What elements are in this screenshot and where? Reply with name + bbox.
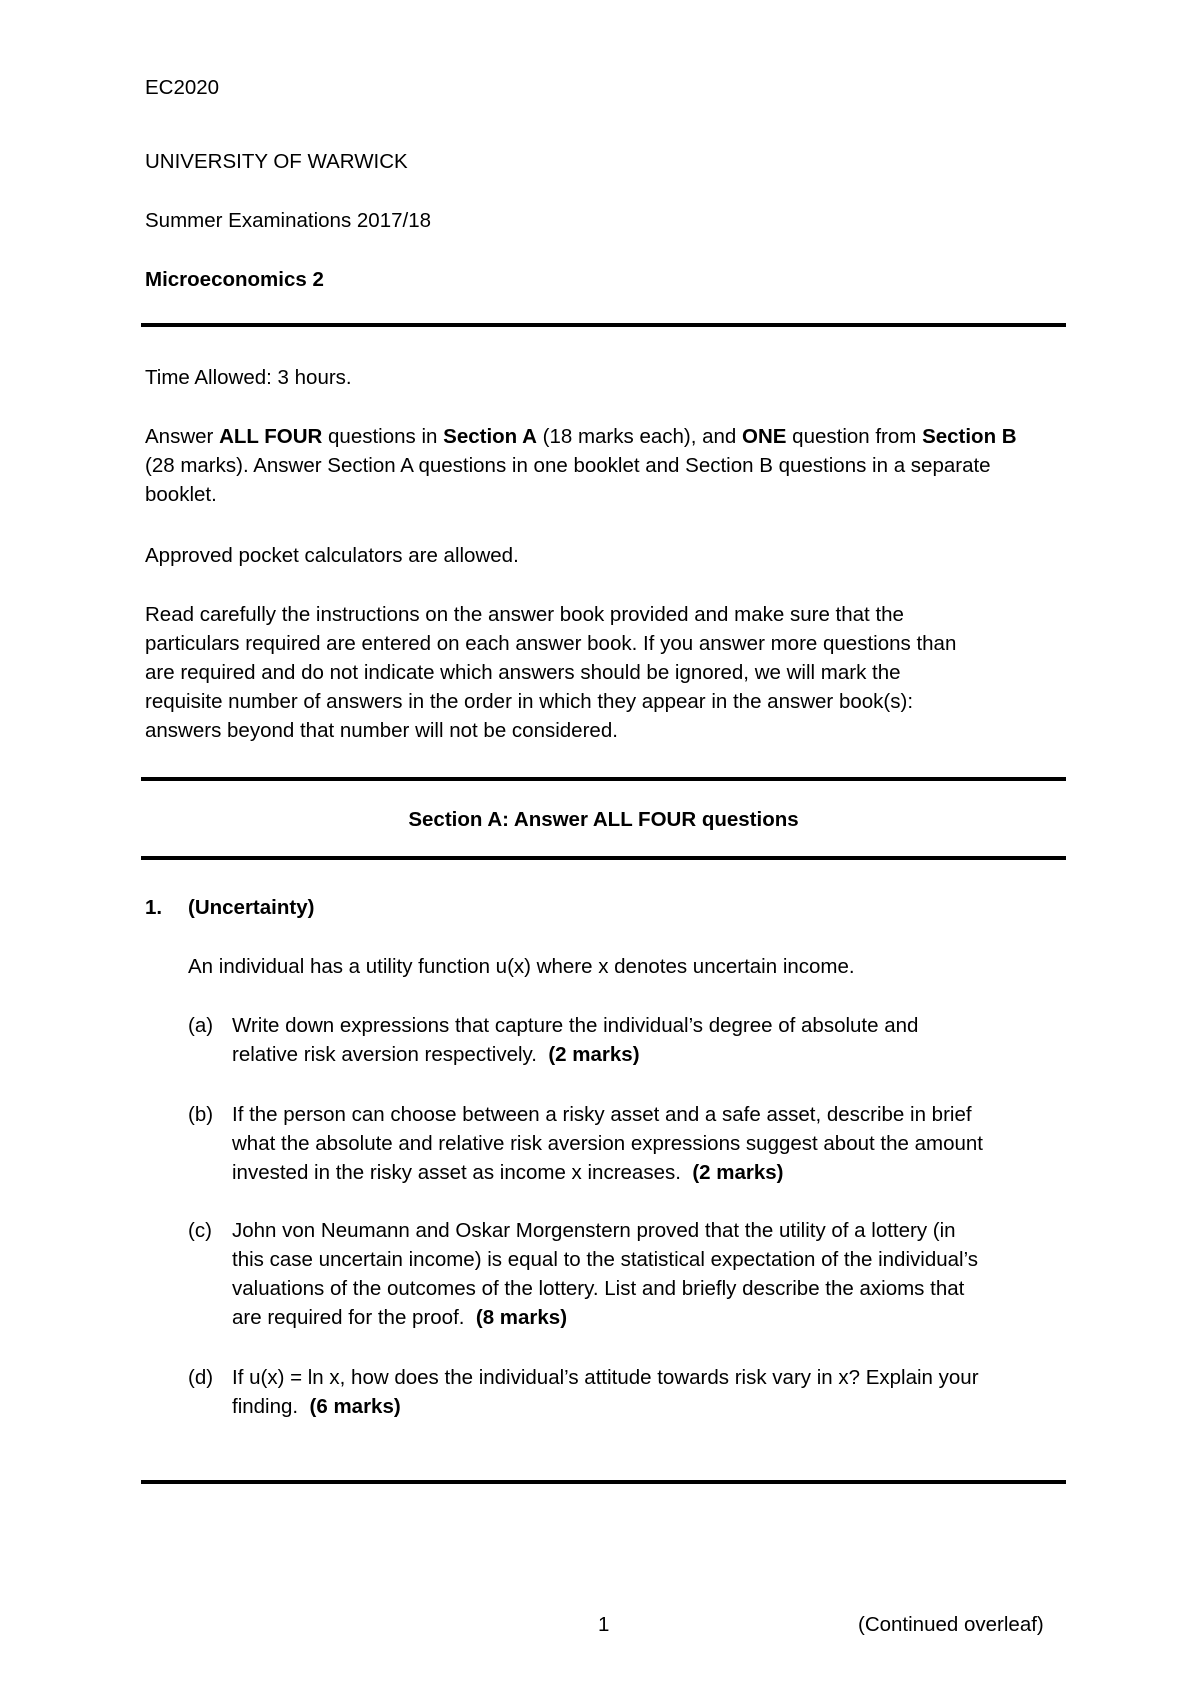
continued-overleaf: (Continued overleaf)	[858, 1613, 1044, 1636]
part-b-label: (b)	[188, 1103, 214, 1126]
divider-bottom	[141, 1480, 1066, 1484]
part-c-text: John von Neumann and Oskar Morgenstern proved that the utility of a lottery (in this case uncertain income) is equal to the statistical expectation of the individual’s valuations of the outcomes of the lottery. List and briefly describe the axioms that are required for the proof. (8 marks)	[232, 1219, 979, 1329]
part-c-marks: (8 marks)	[475, 1306, 568, 1329]
exam-session: Summer Examinations 2017/18	[145, 209, 432, 232]
calculators-note: Approved pocket calculators are allowed.	[145, 544, 519, 567]
answer-instructions	[145, 422, 1017, 509]
question-number: 1.	[145, 896, 163, 919]
read-carefully-paragraph: Read carefully the instructions on the answer book provided and make sure that the particulars required are entered on each answer book. If you answer more questions than are required and do not indicate which answers should be ignored, we will mark the requisite number of answers in the order in which they appear in the answer book(s): answers beyond that number will not be considered.	[145, 603, 957, 742]
part-d-marks: (6 marks)	[309, 1395, 401, 1418]
divider-section-bottom	[141, 856, 1066, 860]
answer-line-2: (28 marks). Answer Section A questions in one booklet and Section B questions in a separate	[145, 454, 991, 477]
university-name: UNIVERSITY OF WARWICK	[145, 150, 408, 173]
part-a-text: Write down expressions that capture the individual’s degree of absolute and relative risk aversion respectively. (2 marks)	[232, 1014, 919, 1066]
part-d-text: If u(x) = ln x, how does the individual’s attitude towards risk vary in x? Explain your finding. (6 marks)	[232, 1366, 979, 1418]
question-topic: (Uncertainty)	[188, 896, 315, 919]
part-a-marks: (2 marks)	[548, 1043, 640, 1066]
answer-line-1: Answer ALL FOUR questions in Section A (18 marks each), and ONE question from Section B	[145, 425, 1017, 448]
course-code: EC2020	[145, 76, 220, 99]
time-allowed: Time Allowed: 3 hours.	[145, 366, 352, 389]
question-intro: An individual has a utility function u(x) where x denotes uncertain income.	[188, 955, 855, 978]
module-title: Microeconomics 2	[145, 268, 324, 291]
section-a-heading: Section A: Answer ALL FOUR questions	[408, 808, 799, 831]
part-a-label: (a)	[188, 1014, 214, 1037]
divider-top	[141, 323, 1066, 327]
part-c-label: (c)	[188, 1219, 212, 1242]
page-number: 1	[598, 1613, 610, 1636]
part-d-label: (d)	[188, 1366, 214, 1389]
divider-section-top	[141, 777, 1066, 781]
part-b-text: If the person can choose between a risky asset and a safe asset, describe in brief what the absolute and relative risk aversion expressions suggest about the amount invested in the risky asset as income x increases. (2 marks)	[232, 1103, 983, 1184]
answer-line-3: booklet.	[145, 483, 217, 506]
part-b-marks: (2 marks)	[692, 1161, 784, 1184]
